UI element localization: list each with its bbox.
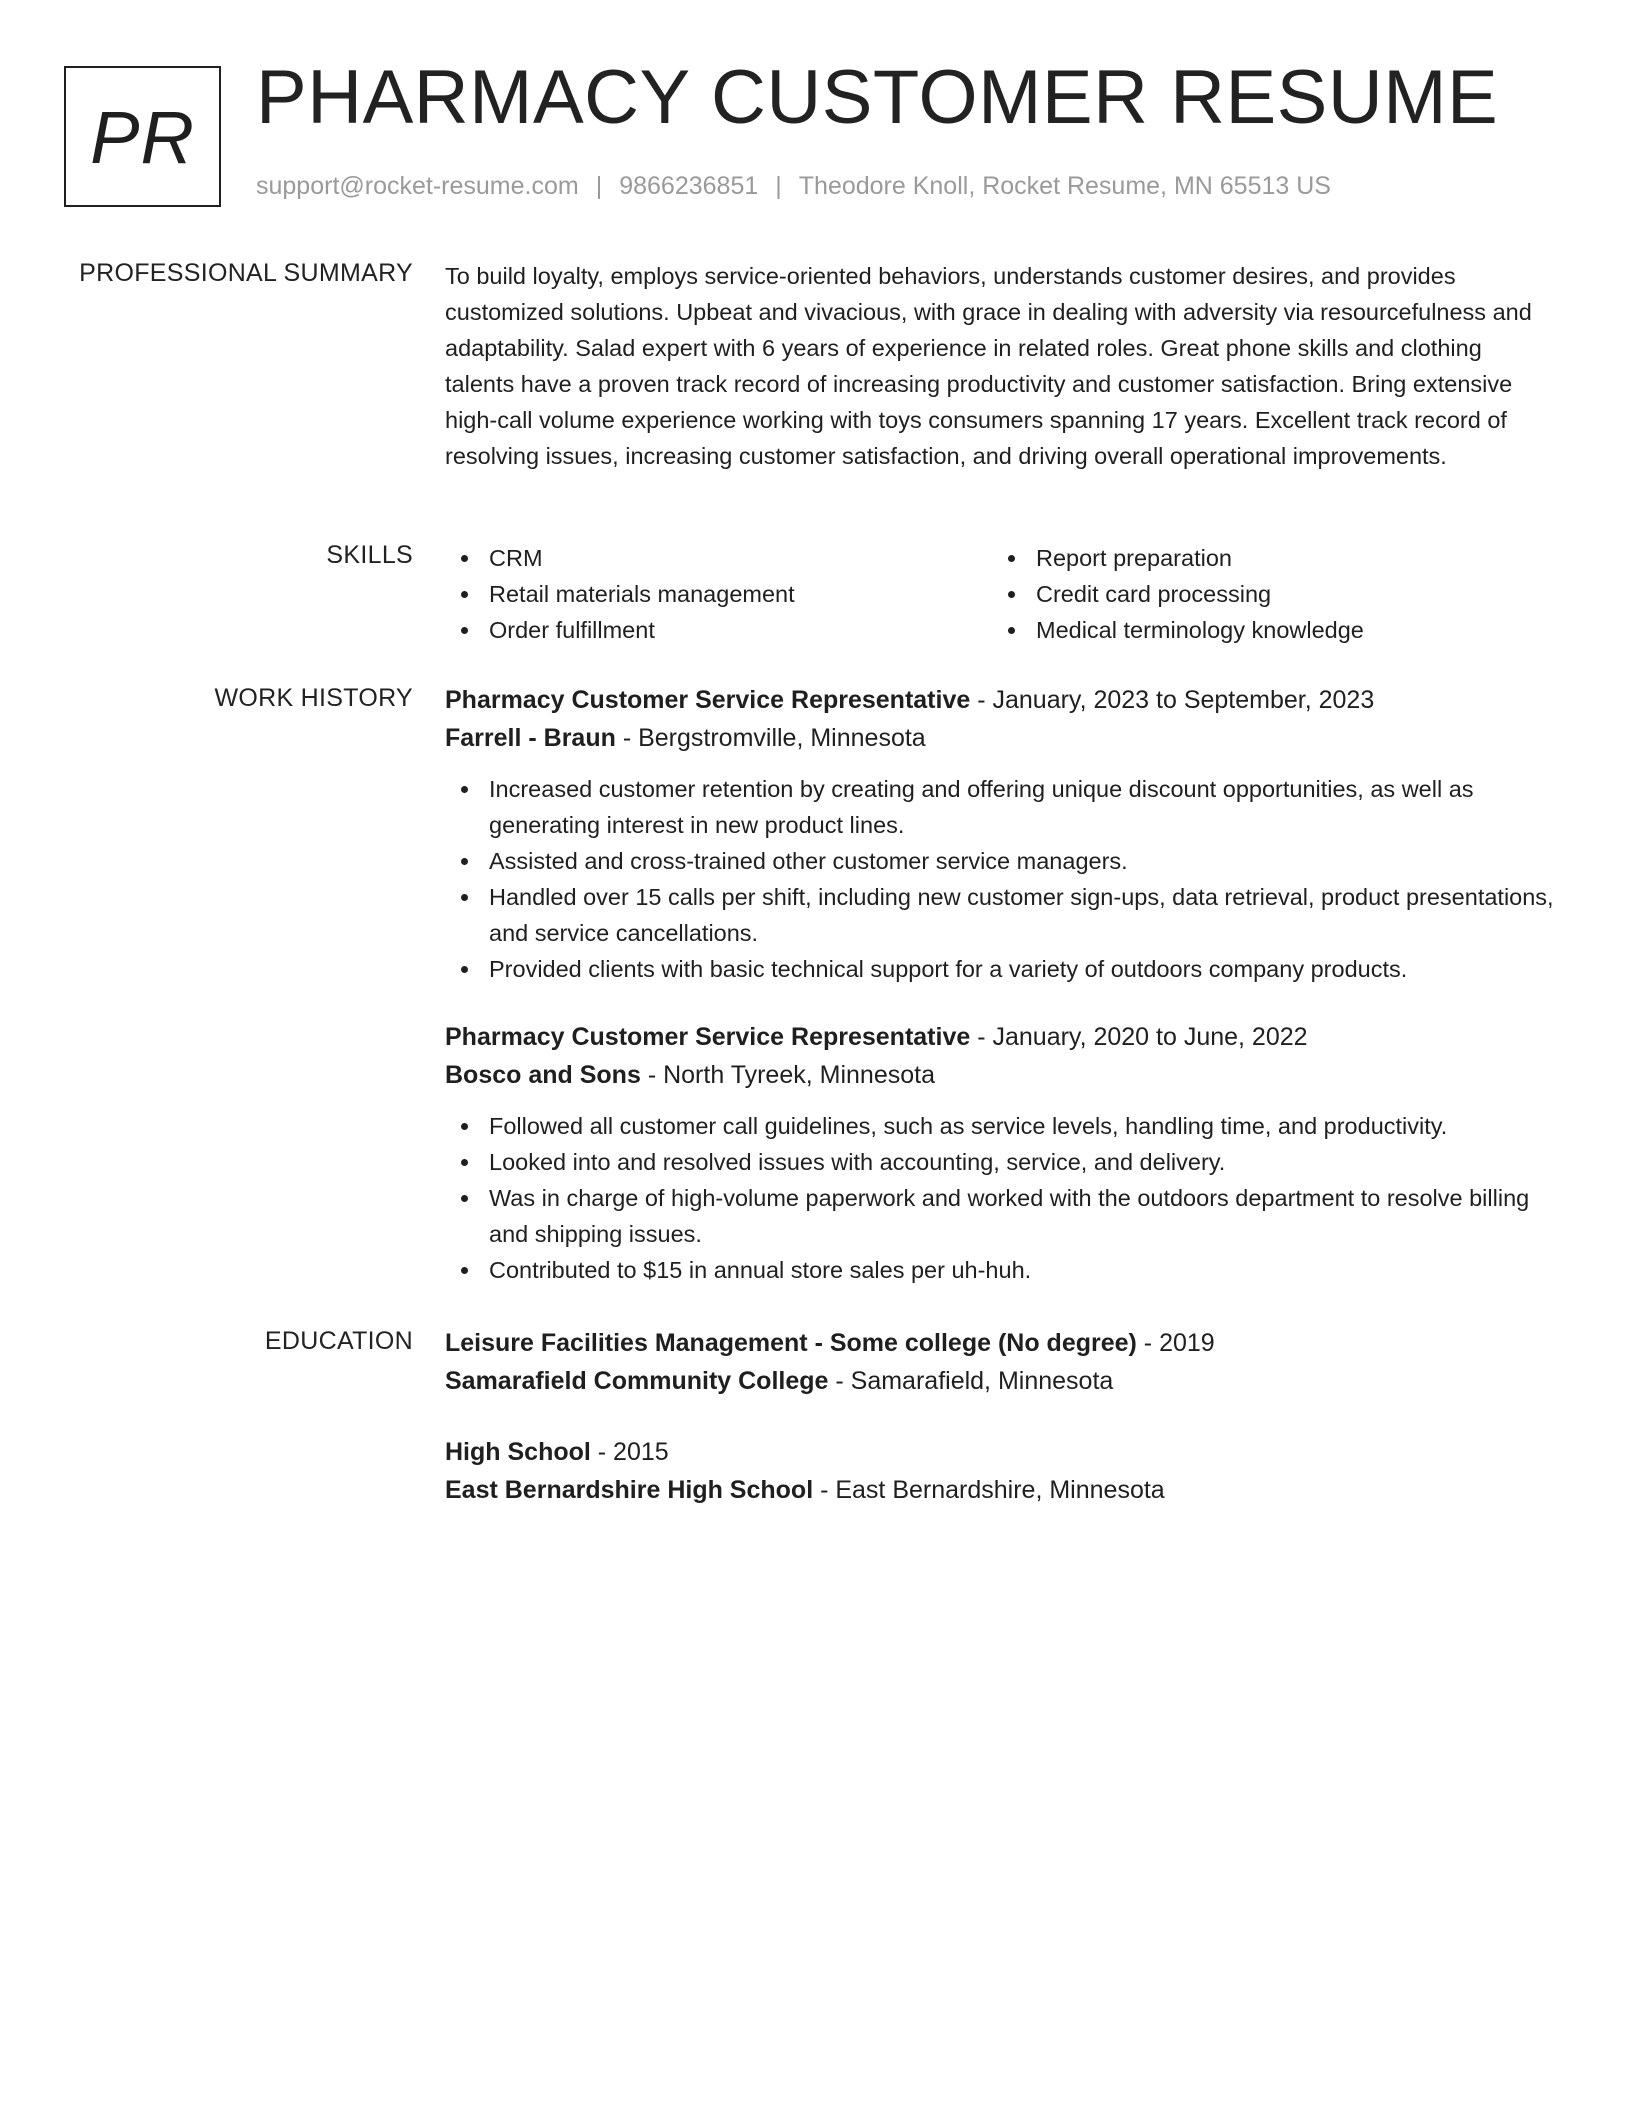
education-school: East Bernardshire High School	[445, 1476, 814, 1504]
work-label: WORK HISTORY	[214, 684, 413, 712]
skills-columns	[445, 540, 1555, 648]
skill-item: Report preparation	[992, 540, 1539, 576]
job-title-line	[445, 1018, 1555, 1056]
job-company: Farrell - Braun	[445, 724, 616, 752]
contact-separator: |	[775, 172, 782, 200]
education-label: EDUCATION	[264, 1327, 413, 1355]
contact-separator: |	[595, 172, 603, 200]
education-location: - East Bernardshire, Minnesota	[813, 1476, 1165, 1504]
job-bullet: Followed all customer call guidelines, such as service levels, handling time, and productivity.	[445, 1108, 1555, 1144]
job-bullet: Provided clients with basic technical support for a variety of outdoors company products.	[445, 951, 1555, 987]
work-body	[445, 681, 1555, 1288]
job-company-line	[445, 719, 1555, 757]
contact-email: support@rocket-resume.com	[256, 172, 579, 200]
education-degree: Leisure Facilities Management - Some college (No degree)	[445, 1329, 1137, 1357]
education-year: - 2015	[590, 1438, 669, 1466]
education-degree: High School	[445, 1438, 591, 1466]
contact-address: Theodore Knoll, Rocket Resume, MN 65513 US	[798, 172, 1331, 200]
education-entry	[445, 1433, 1555, 1509]
education-school-line	[445, 1362, 1555, 1400]
job-bullet: Increased customer retention by creating and offering unique discount opportunities, as well as generating interest in new product lines.	[445, 771, 1555, 843]
job-bullet: Assisted and cross-trained other customer service managers.	[445, 843, 1555, 879]
job-title: Pharmacy Customer Service Representative	[445, 686, 971, 714]
education-degree-line	[445, 1324, 1555, 1362]
education-degree-line	[445, 1433, 1555, 1471]
education-school-line	[445, 1471, 1555, 1509]
skill-item: Medical terminology knowledge	[992, 612, 1539, 648]
job-location: - North Tyreek, Minnesota	[640, 1061, 935, 1089]
job-company-line	[445, 1056, 1555, 1094]
job-company: Bosco and Sons	[445, 1061, 641, 1089]
skill-item: CRM	[445, 540, 992, 576]
monogram-initials: PR	[90, 95, 195, 179]
job-bullet: Looked into and resolved issues with accounting, service, and delivery.	[445, 1144, 1555, 1180]
skills-body	[445, 540, 1555, 648]
summary-label: PROFESSIONAL SUMMARY	[79, 259, 413, 287]
job-bullet: Was in charge of high-volume paperwork and worked with the outdoors department to resolve billing and shipping issues.	[445, 1180, 1555, 1252]
skill-item: Retail materials management	[445, 576, 992, 612]
job-title-line	[445, 681, 1555, 719]
education-year: - 2019	[1136, 1329, 1215, 1357]
education-entry	[445, 1324, 1555, 1400]
contact-phone: 9866236851	[619, 172, 759, 200]
skills-list-right	[992, 540, 1539, 648]
education-school: Samarafield Community College	[445, 1367, 829, 1395]
monogram-box	[64, 66, 221, 207]
skill-item: Order fulfillment	[445, 612, 992, 648]
contact-line	[256, 172, 1331, 201]
education-location: - Samarafield, Minnesota	[828, 1367, 1114, 1395]
job-bullet: Handled over 15 calls per shift, including new customer sign-ups, data retrieval, product presentations, and service cancellations.	[445, 879, 1555, 951]
education-body	[445, 1324, 1555, 1509]
summary-body	[445, 258, 1555, 474]
job-bullets	[445, 771, 1555, 987]
job-entry	[445, 1018, 1555, 1288]
skills-list-left	[445, 540, 992, 648]
skills-label: SKILLS	[326, 541, 413, 569]
job-location: - Bergstromville, Minnesota	[615, 724, 926, 752]
job-bullet: Contributed to $15 in annual store sales per uh-huh.	[445, 1252, 1555, 1288]
job-bullets	[445, 1108, 1555, 1288]
skill-item: Credit card processing	[992, 576, 1539, 612]
job-dates: - January, 2023 to September, 2023	[970, 686, 1375, 714]
job-entry	[445, 681, 1555, 987]
job-title: Pharmacy Customer Service Representative	[445, 1023, 971, 1051]
summary-text: To build loyalty, employs service-oriented behaviors, understands customer desires, and provides customized solutions. Upbeat and vivacious, with grace in dealing with adversity via resourcefulness and adaptability. Salad expert with 6 years of experience in related roles. Great phone skills and clothing talents have a proven track record of increasing productivity and customer satisfaction. Bring extensive high-call volume experience working with toys consumers spanning 17 years. Excellent track record of resolving issues, increasing customer satisfaction, and driving overall operational improvements.	[445, 263, 1532, 469]
job-dates: - January, 2020 to June, 2022	[970, 1023, 1308, 1051]
resume-title: PHARMACY CUSTOMER RESUME	[256, 55, 1499, 140]
